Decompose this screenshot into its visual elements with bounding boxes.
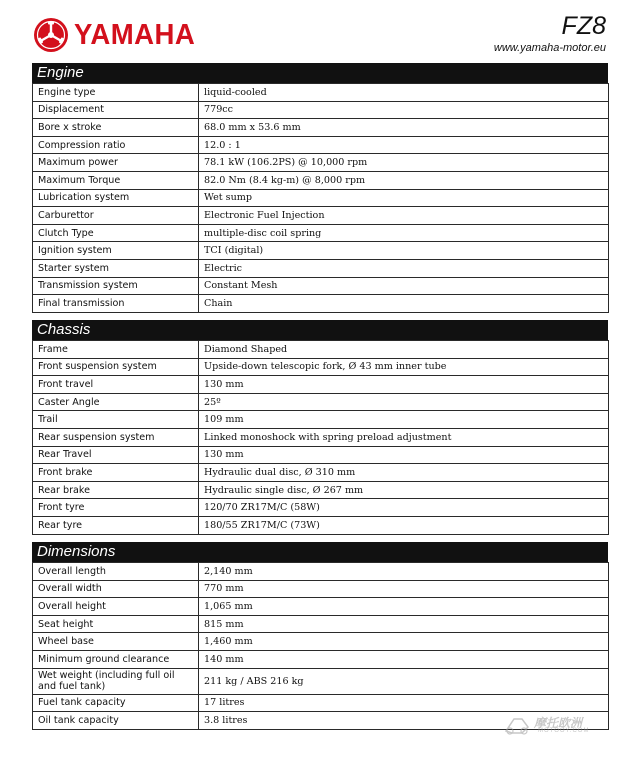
spec-value: 1,460 mm [199,633,609,651]
chassis-spec-table [32,340,609,535]
spec-value: Hydraulic single disc, Ø 267 mm [199,481,609,499]
spec-row [33,481,609,499]
engine-section [32,63,608,313]
page-header [0,0,640,62]
spec-row [33,101,609,119]
watermark-sub: MOTOOY.COM [538,728,590,734]
spec-row [33,694,609,712]
spec-label: Starter system [33,259,199,277]
yamaha-logo [33,16,202,54]
brand-wordmark: YAMAHA [74,18,196,51]
spec-value: Chain [199,295,609,313]
spec-value: Upside-down telescopic fork, Ø 43 mm inner tube [199,358,609,376]
spec-row [33,650,609,668]
spec-row [33,563,609,581]
spec-label: Clutch Type [33,224,199,242]
spec-row [33,668,609,694]
watermark [502,712,602,738]
website-url: www.yamaha-motor.eu [493,42,606,54]
spec-value: 17 litres [199,694,609,712]
spec-row [33,446,609,464]
spec-value: 3.8 litres [199,712,609,730]
spec-label: Transmission system [33,277,199,295]
spec-row [33,516,609,534]
spec-row [33,207,609,225]
spec-label: Rear suspension system [33,428,199,446]
model-name: FZ8 [561,12,606,40]
spec-value: 120/70 ZR17M/C (58W) [199,499,609,517]
spec-label: Displacement [33,101,199,119]
spec-value: 130 mm [199,446,609,464]
spec-value: multiple-disc coil spring [199,224,609,242]
spec-label: Front travel [33,376,199,394]
spec-label: Overall height [33,598,199,616]
spec-value: 770 mm [199,580,609,598]
spec-row [33,242,609,260]
spec-row [33,259,609,277]
spec-value: Diamond Shaped [199,341,609,359]
spec-label: Wet weight (including full oil and fuel tank) [33,668,199,694]
spec-label: Ignition system [33,242,199,260]
spec-value: Electronic Fuel Injection [199,207,609,225]
spec-label: Compression ratio [33,136,199,154]
spec-value: 140 mm [199,650,609,668]
spec-label: Fuel tank capacity [33,694,199,712]
tuning-fork-emblem-icon [33,17,69,53]
spec-label: Caster Angle [33,393,199,411]
spec-value: 109 mm [199,411,609,429]
spec-value: Hydraulic dual disc, Ø 310 mm [199,464,609,482]
spec-label: Carburettor [33,207,199,225]
spec-value: 779cc [199,101,609,119]
spec-label: Wheel base [33,633,199,651]
spec-row [33,633,609,651]
spec-value: 130 mm [199,376,609,394]
spec-row [33,580,609,598]
spec-row [33,464,609,482]
spec-row [33,499,609,517]
spec-row [33,154,609,172]
section-title: Chassis [32,320,608,340]
spec-label: Oil tank capacity [33,712,199,730]
section-title: Dimensions [32,542,608,562]
spec-label: Bore x stroke [33,119,199,137]
spec-value: Wet sump [199,189,609,207]
spec-label: Rear brake [33,481,199,499]
spec-label: Overall width [33,580,199,598]
spec-label: Front tyre [33,499,199,517]
spec-row [33,189,609,207]
spec-label: Rear tyre [33,516,199,534]
spec-label: Minimum ground clearance [33,650,199,668]
spec-row [33,136,609,154]
spec-row [33,224,609,242]
spec-value: 180/55 ZR17M/C (73W) [199,516,609,534]
spec-value: TCI (digital) [199,242,609,260]
spec-value: 12.0 : 1 [199,136,609,154]
section-title: Engine [32,63,608,83]
spec-label: Trail [33,411,199,429]
spec-row [33,393,609,411]
spec-value: liquid-cooled [199,84,609,102]
spec-label: Seat height [33,615,199,633]
spec-value: 211 kg / ABS 216 kg [199,668,609,694]
dimensions-spec-table [32,562,609,730]
spec-row [33,598,609,616]
chassis-section [32,320,608,535]
watermark-text: 摩托欧洲 [534,716,583,730]
spec-value: 82.0 Nm (8.4 kg-m) @ 8,000 rpm [199,171,609,189]
spec-row [33,295,609,313]
spec-value: Electric [199,259,609,277]
dimensions-section [32,542,608,730]
spec-label: Front suspension system [33,358,199,376]
spec-row [33,358,609,376]
spec-value: 25º [199,393,609,411]
spec-row [33,341,609,359]
spec-row [33,411,609,429]
spec-value: 1,065 mm [199,598,609,616]
spec-value: 78.1 kW (106.2PS) @ 10,000 rpm [199,154,609,172]
spec-label: Maximum power [33,154,199,172]
spec-label: Lubrication system [33,189,199,207]
spec-label: Overall length [33,563,199,581]
spec-value: Linked monoshock with spring preload adjustment [199,428,609,446]
spec-label: Front brake [33,464,199,482]
spec-value: 68.0 mm x 53.6 mm [199,119,609,137]
spec-row [33,171,609,189]
spec-value: 815 mm [199,615,609,633]
spec-label: Final transmission [33,295,199,313]
spec-row [33,119,609,137]
spec-label: Frame [33,341,199,359]
spec-value: Constant Mesh [199,277,609,295]
spec-label: Rear Travel [33,446,199,464]
spec-label: Maximum Torque [33,171,199,189]
spec-row [33,84,609,102]
spec-row [33,277,609,295]
spec-row [33,376,609,394]
spec-row [33,428,609,446]
spec-value: 2,140 mm [199,563,609,581]
engine-spec-table [32,83,609,313]
spec-label: Engine type [33,84,199,102]
spec-row [33,615,609,633]
motorcycle-watermark-icon [502,713,532,737]
